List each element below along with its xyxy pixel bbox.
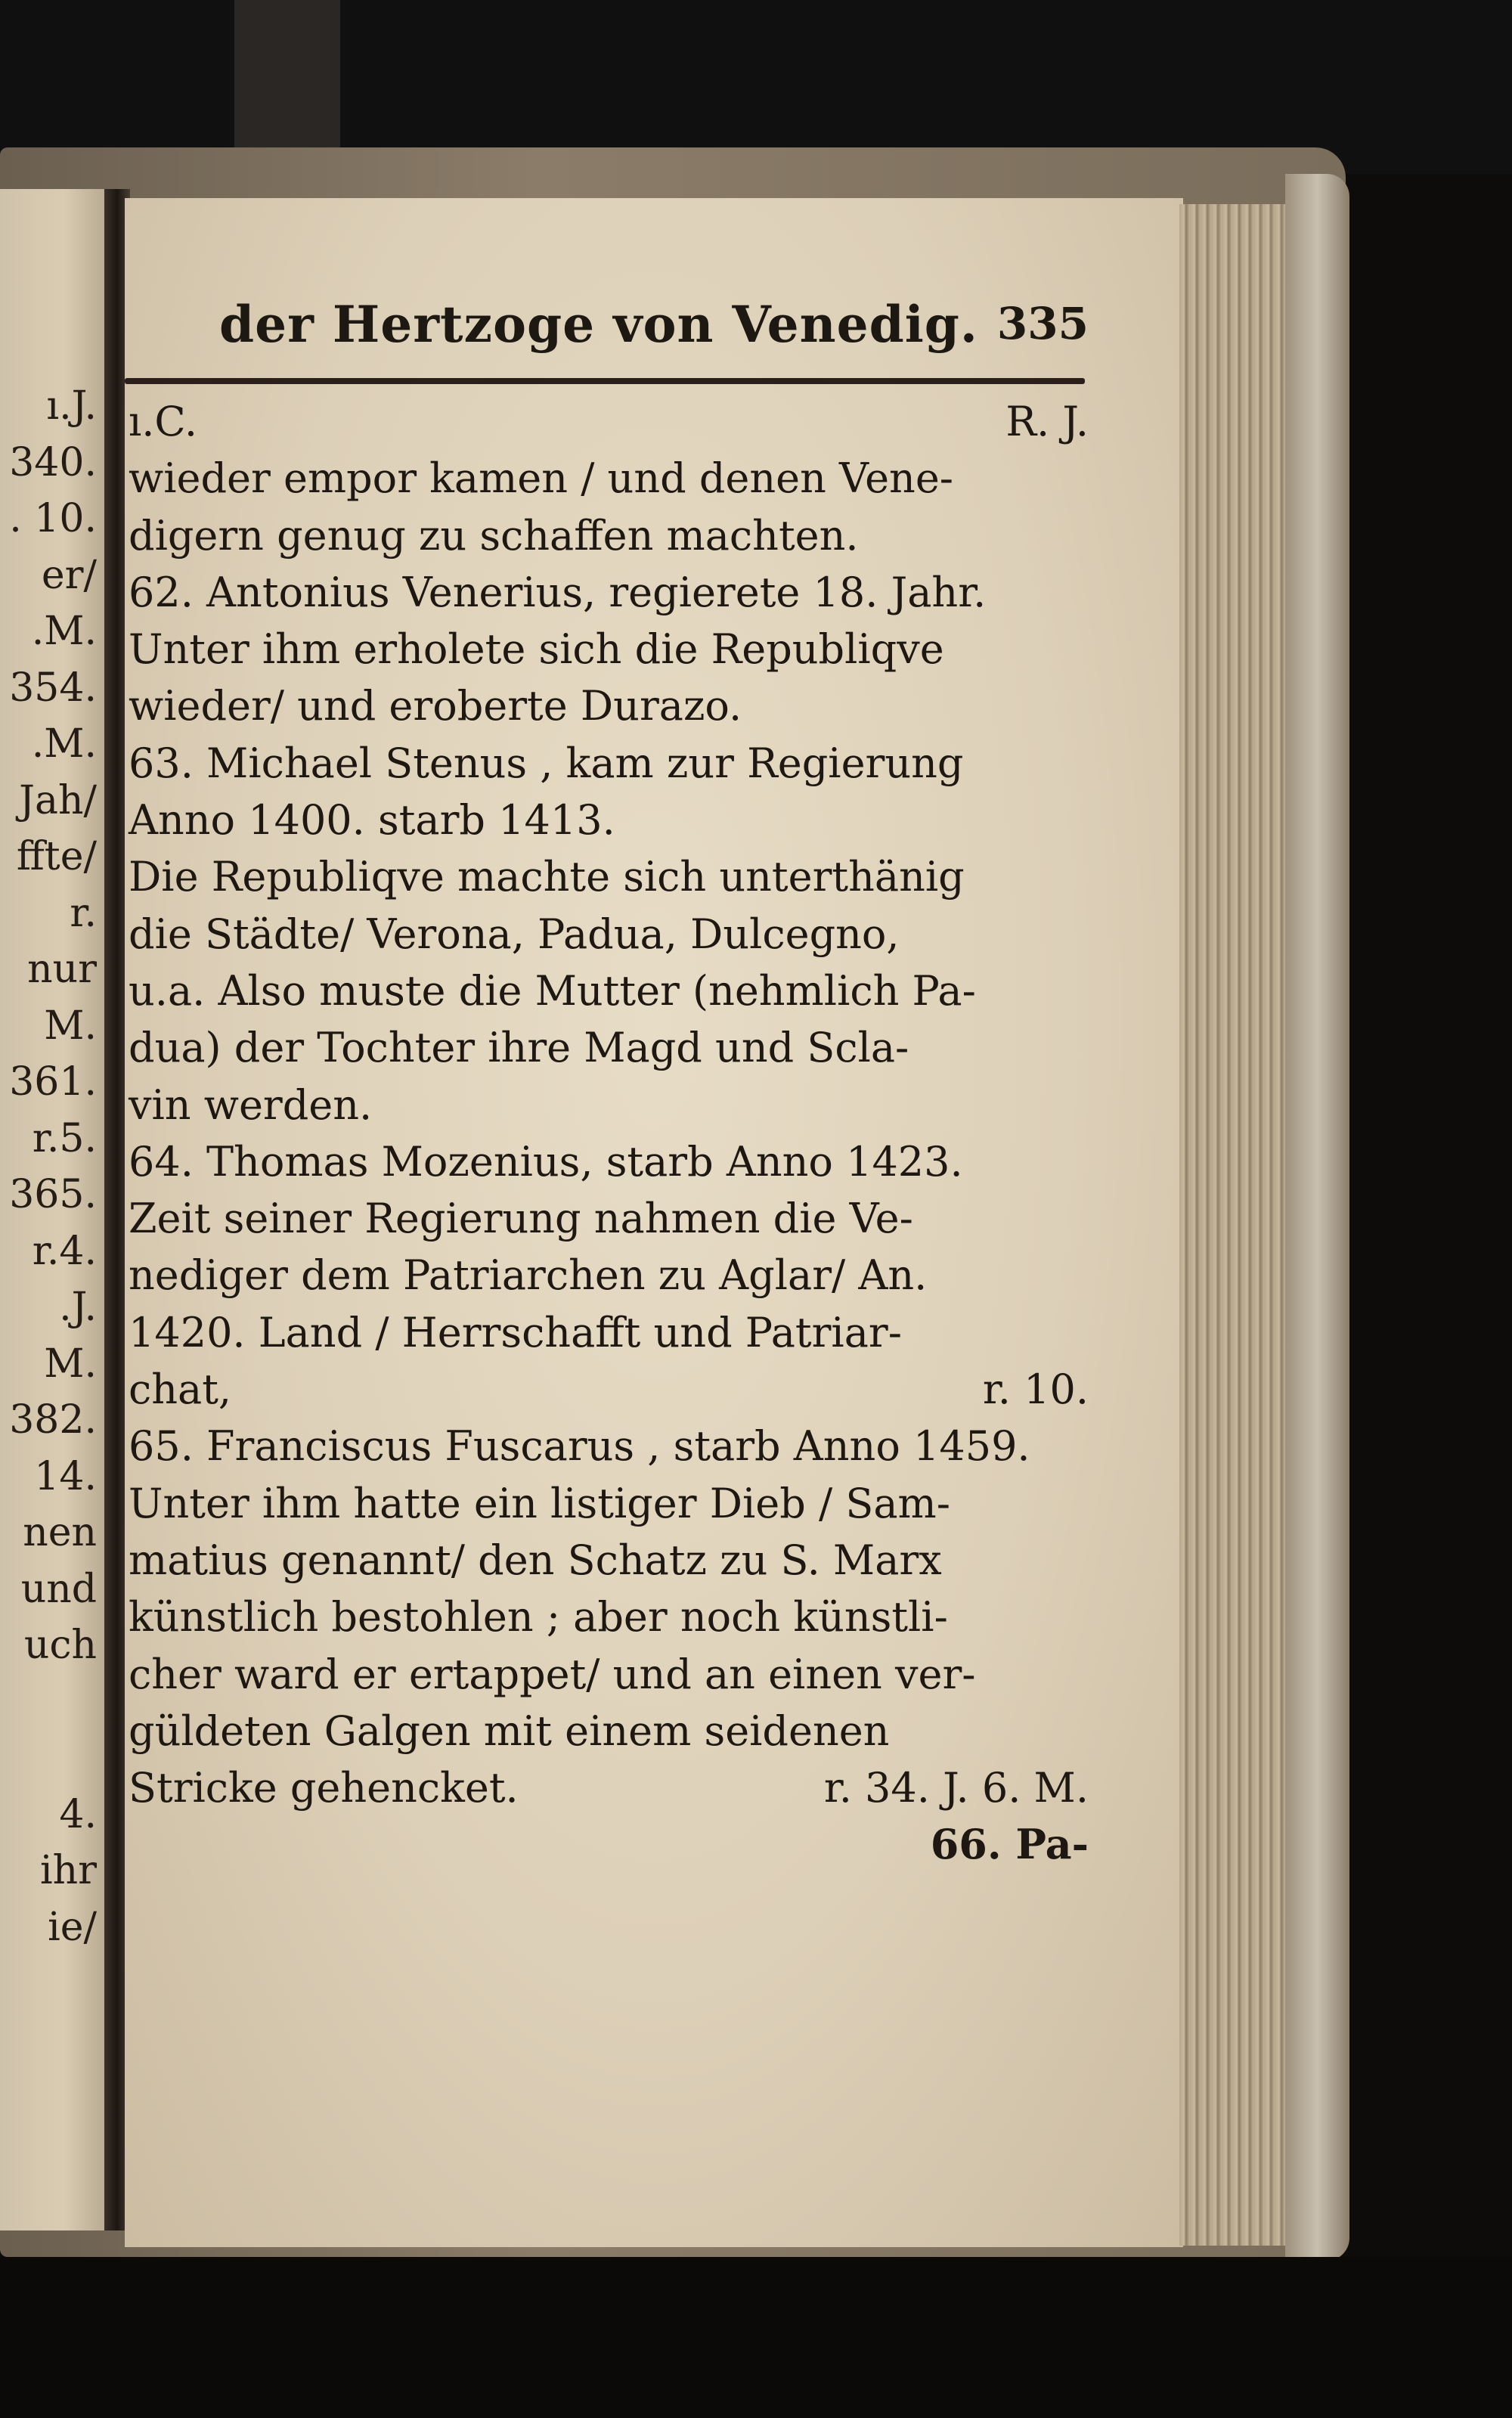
- text-line: [129, 1247, 1089, 1304]
- margin-fragment: r.5.: [32, 1115, 97, 1161]
- line-text: dua) der Tochter ihre Magd und Scla-: [129, 1024, 909, 1072]
- margin-fragment: nen: [23, 1510, 97, 1555]
- text-line: [129, 792, 1089, 848]
- text-line: [129, 1589, 1089, 1645]
- line-text: matius genannt/ den Schatz zu S. Marx: [129, 1536, 942, 1584]
- margin-fragment: ı.J.: [46, 383, 97, 429]
- text-line: [129, 1019, 1089, 1076]
- margin-fragment: und: [20, 1566, 97, 1612]
- text-line: [129, 1703, 1089, 1759]
- margin-fragment: 382.: [9, 1397, 97, 1443]
- text-line: [129, 1304, 1089, 1361]
- line-right-reference: R. J.: [1005, 398, 1089, 445]
- line-right-reference: r. 10.: [982, 1366, 1089, 1414]
- margin-fragment: [0, 1730, 100, 1787]
- line-text: digern genug zu schaffen machten.: [129, 511, 859, 560]
- line-text: künstlich bestohlen ; aber noch künstli-: [129, 1593, 948, 1641]
- text-line: [129, 1190, 1089, 1247]
- margin-fragment: r.4.: [32, 1228, 97, 1274]
- line-text: cher ward er ertappet/ und an einen ver-: [129, 1650, 976, 1698]
- text-line: [129, 1361, 1089, 1418]
- margin-fragment: 361.: [9, 1059, 97, 1105]
- line-text: wieder/ und eroberte Durazo.: [129, 682, 742, 730]
- line-text: Die Republiqve machte sich unterthänig: [129, 853, 965, 901]
- running-header: [219, 295, 1089, 363]
- text-line: [129, 1532, 1089, 1589]
- line-text: Zeit seiner Regierung nahmen die Ve-: [129, 1195, 913, 1243]
- line-text: 65. Franciscus Fuscarus , starb Anno 1459.: [129, 1422, 1030, 1471]
- line-text: Unter ihm erholete sich die Republiqve: [129, 625, 944, 674]
- text-line: [129, 1077, 1089, 1133]
- line-text: 63. Michael Stenus , kam zur Regierung: [129, 739, 964, 787]
- text-line: [129, 564, 1089, 621]
- margin-fragment: ie/: [48, 1904, 97, 1950]
- line-left-text: ı.C.: [129, 398, 197, 445]
- margin-fragment: ihr: [40, 1848, 97, 1893]
- margin-fragment: 340.: [9, 439, 97, 485]
- line-text: u.a. Also muste die Mutter (nehmlich Pa-: [129, 966, 976, 1015]
- margin-fragment: 4.: [59, 1791, 97, 1837]
- page-number: 335: [996, 298, 1089, 349]
- margin-fragment: er/: [41, 552, 97, 598]
- text-line: [129, 393, 1089, 450]
- line-text: die Städte/ Verona, Padua, Dulcegno,: [129, 910, 900, 958]
- margin-fragment: Jah/: [19, 777, 97, 823]
- line-text: 1420. Land / Herrschafft und Patriar-: [129, 1308, 902, 1356]
- margin-fragment: uch: [23, 1623, 97, 1668]
- line-text: vin werden.: [129, 1080, 373, 1129]
- margin-fragment: .M.: [31, 609, 97, 654]
- margin-fragment: . 10.: [9, 496, 97, 541]
- margin-fragment: 354.: [9, 665, 97, 711]
- line-right-reference: r. 34. J. 6. M.: [823, 1764, 1089, 1812]
- line-left-text: Stricke gehencket.: [129, 1764, 519, 1812]
- line-text: 64. Thomas Mozenius, starb Anno 1423.: [129, 1137, 963, 1186]
- margin-fragment: 14.: [34, 1453, 97, 1499]
- text-line: [129, 735, 1089, 792]
- line-text: nediger dem Patriarchen zu Aglar/ An.: [129, 1251, 928, 1300]
- line-text: 62. Antonius Venerius, regierete 18. Jahr.: [129, 568, 987, 616]
- margin-fragment: nur: [27, 947, 97, 992]
- text-line: [129, 1759, 1089, 1816]
- text-line: [129, 1133, 1089, 1190]
- facing-page-margin: [0, 378, 100, 1955]
- margin-fragment: .M.: [31, 721, 97, 767]
- text-line: [129, 963, 1089, 1019]
- book-cover-edge: [1285, 174, 1349, 2261]
- text-line: [129, 1475, 1089, 1532]
- line-text: Unter ihm hatte ein listiger Dieb / Sam-: [129, 1479, 950, 1527]
- text-line: [129, 1418, 1089, 1474]
- running-title: der Hertzoge von Venedig.: [219, 295, 978, 354]
- page-edges: [1179, 204, 1293, 2246]
- line-text: güldeten Galgen mit einem seidenen: [129, 1707, 890, 1755]
- background-bottom: [0, 2257, 1512, 2418]
- header-rule: [125, 378, 1085, 384]
- margin-fragment: [0, 1674, 100, 1731]
- margin-fragment: 365.: [9, 1172, 97, 1217]
- catchword: 66. Pa-: [930, 1820, 1089, 1869]
- margin-fragment: M.: [44, 1341, 97, 1387]
- line-text: Anno 1400. starb 1413.: [129, 796, 615, 845]
- text-line: [129, 848, 1089, 905]
- text-line: [129, 1646, 1089, 1703]
- margin-fragment: M.: [44, 1003, 97, 1049]
- page-body: [129, 393, 1089, 1874]
- line-left-text: chat,: [129, 1366, 232, 1414]
- margin-fragment: r.: [70, 890, 97, 936]
- text-line: [129, 621, 1089, 677]
- text-line: [129, 450, 1089, 507]
- text-line: [129, 507, 1089, 564]
- margin-fragment: .J.: [59, 1285, 97, 1330]
- text-line: [129, 677, 1089, 734]
- text-line: [129, 906, 1089, 963]
- margin-fragment: ffte/: [16, 834, 97, 879]
- line-text: wieder empor kamen / und denen Vene-: [129, 454, 954, 503]
